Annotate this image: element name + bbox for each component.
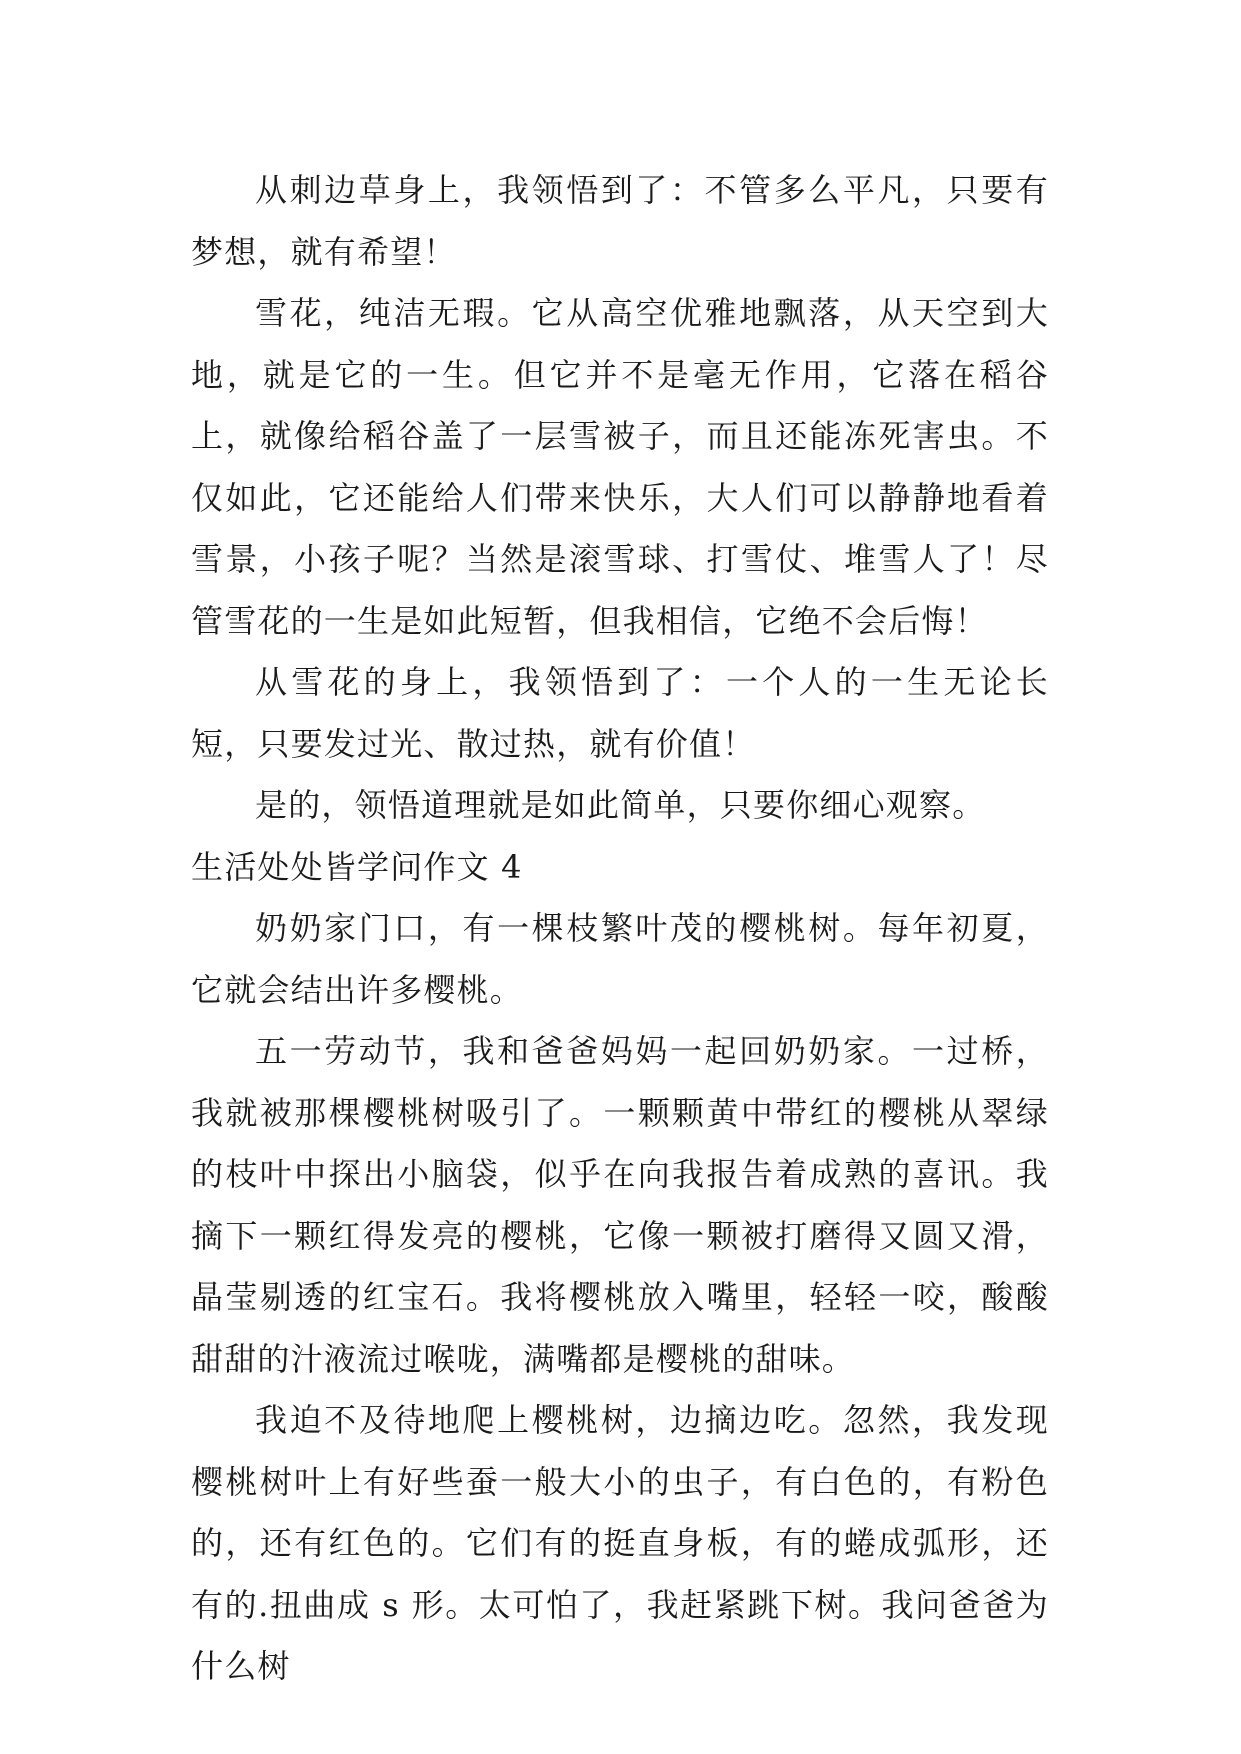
essay-heading: 生活处处皆学问作文 4: [191, 847, 523, 886]
paragraph-snowflake: 雪花，纯洁无瑕。它从高空优雅地飘落，从天空到大地，就是它的一生。但它并不是毫无作用，它落在稻谷上，就像给稻谷盖了一层雪被子，而且还能冻死害虫。不仅如此，它还能给人们带来快乐，大人们可以静静地看着雪景，小孩子呢？当然是滚雪球、打雪仗、堆雪人了！尽管雪花的一生是如此短暂，但我相信，它绝不会后悔！: [191, 294, 1049, 640]
paragraph-labor-day: 五一劳动节，我和爸爸妈妈一起回奶奶家。一过桥，我就被那棵樱桃树吸引了。一颗颗黄中带红的樱桃从翠绿的枝叶中探出小脑袋，似乎在向我报告着成熟的喜讯。我摘下一颗红得发亮的樱桃，它像一颗被打磨得又圆又滑，晶莹剔透的红宝石。我将樱桃放入嘴里，轻轻一咬，酸酸甜甜的汁液流过喉咙，满嘴都是樱桃的甜味。: [191, 1032, 1049, 1378]
document-body: [191, 160, 1049, 1698]
paragraph-dream: 从刺边草身上，我领悟到了：不管多么平凡，只要有梦想，就有希望！: [191, 171, 1049, 271]
paragraph-cherry-tree: 奶奶家门口，有一棵枝繁叶茂的樱桃树。每年初夏，它就会结出许多樱桃。: [191, 909, 1049, 1009]
paragraph-conclusion: 是的，领悟道理就是如此简单，只要你细心观察。: [255, 786, 986, 824]
paragraph-insects: 我迫不及待地爬上樱桃树，边摘边吃。忽然，我发现樱桃树叶上有好些蚕一般大小的虫子，有白色的，有粉色的，还有红色的。它们有的挺直身板，有的蜷成弧形，还有的.扭曲成 s 形。太可怕了，我赶紧跳下树。我问爸爸为什么树: [191, 1401, 1049, 1685]
paragraph-snowflake-lesson: 从雪花的身上，我领悟到了：一个人的一生无论长短，只要发过光、散过热，就有价值！: [191, 663, 1049, 763]
